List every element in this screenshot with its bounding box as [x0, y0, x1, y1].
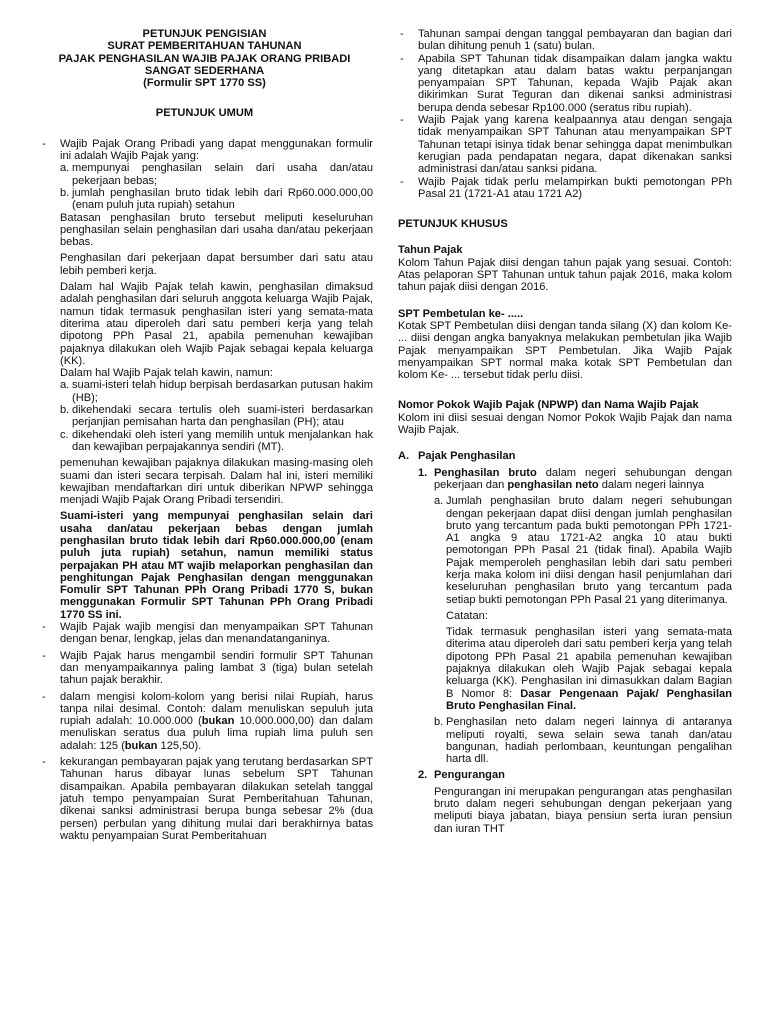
- item-1-label: 1.: [418, 466, 428, 479]
- item-2-label: 2.: [418, 769, 428, 782]
- item-2-title: Pengurangan: [434, 769, 505, 782]
- umum-intro: - Wajib Pajak Orang Pribadi yang dapat menggunakan formulir ini adalah Wajib Pajak yang:: [36, 138, 373, 163]
- paragraph-kawin-namun: Dalam hal Wajib Pajak telah kawin, namun:: [60, 367, 273, 380]
- dash3-text-a: dalam mengisi kolom-kolom yang berisi nilai Rupiah, harus tanpa nilai desimal. Contoh: dalam menuliskan sepuluh juta rupiah adalah: 10.000.000 (: [60, 690, 373, 728]
- item-1-bold-neto: penghasilan neto: [507, 478, 599, 491]
- list-text: mempunyai penghasilan selain dari usaha dan/atau pekerjaan bebas;: [72, 162, 373, 187]
- umum-item-a: [36, 162, 373, 187]
- petunjuk-umum-heading: PETUNJUK UMUM: [155, 107, 254, 120]
- dash4-continued-text: Tahunan sampai dengan tanggal pembayaran dan bagian dari bulan dihitung penuh 1 (satu) bulan.: [418, 28, 732, 53]
- umum-dash-1: - Wajib Pajak wajib mengisi dan menyampaikan SPT Tahunan dengan benar, lengkap, jelas dan menandatanganinya.: [36, 621, 373, 646]
- umum-item-b: [36, 187, 373, 212]
- item-1a-label: a.: [434, 495, 444, 508]
- item-1-text: [434, 467, 732, 492]
- doc-title-line2: SURAT PEMBERITAHUAN TAHUNAN: [107, 40, 302, 53]
- item-1a-text: Jumlah penghasilan bruto dalam negeri sehubungan dengan pekerjaan dapat diisi dengan jumlah penghasilan bruto yang tercantum pada bukti pemotongan PPh 1721-A1 angka 9 atau 1721-A2 angka 10 atau bukti pemotongan PPh Pasal 21 (tidak final). Apabila Wajib Pajak memperoleh penghasilan lebih dari satu pemberi kerja maka kolom ini diisi dengan hasil penjumlahan dari keseluruhan penghasilan bruto yang tercantum pada setiap bukti pemotongan PPh Pasal 21 yang diterimanya.: [446, 495, 732, 606]
- kawin-item-b: [36, 404, 373, 429]
- right-column: [398, 28, 732, 835]
- paragraph-suami-isteri: Suami-isteri yang mempunyai penghasilan selain dari usaha dan/atau pekerjaan bebas dengan jumlah penghasilan bruto tidak lebih dari Rp60.000.000,00 (enam puluh juta rupiah) setahun, namun memiliki status perpajakan PH atau MT wajib melaporkan penghasilan dan penghitungan Pajak Penghasilan dengan menggunakan Fomulir SPT Tahunan PPh Orang Pribadi 1770 S, bukan menggunakan Formulir SPT Tahunan PPh Orang Pribadi 1770 SS ini.: [60, 510, 373, 621]
- npwp-heading: Nomor Pokok Wajib Pajak (NPWP) dan Nama Wajib Pajak: [398, 399, 699, 412]
- item-1-bold-bruto: Penghasilan bruto: [434, 466, 537, 479]
- section-a-label: A.: [398, 450, 410, 463]
- list-text: jumlah penghasilan bruto tidak lebih dari Rp60.000.000,00 (enam puluh juta rupiah) setahun: [72, 186, 373, 212]
- section-a: [398, 450, 732, 462]
- item-2: [398, 769, 732, 781]
- item-1b-label: b.: [434, 716, 444, 729]
- umum-dash-4: - kekurangan pembayaran pajak yang terutang berdasarkan SPT Tahunan harus dibayar lunas sebelum SPT Tahunan disampaikan. Apabila pembayaran dilakukan setelah tanggal jatuh tempo penyampaian Surat Pemberitahuan Tahunan, dikenai sanksi administrasi berupa bunga sebesar 2% (dua persen) perbulan yang dihitung mulai dari berakhirnya batas waktu penyampaian Surat Pemberitahuan: [36, 756, 373, 842]
- item-1b: [398, 716, 732, 765]
- kawin-item-c: [36, 429, 373, 454]
- list-text: dikehendaki secara tertulis oleh suami-isteri berdasarkan perjanjian pemisahan harta dan penghasilan (PH); atau: [72, 404, 373, 429]
- spt-pembetulan-text: Kotak SPT Pembetulan diisi dengan tanda silang (X) dan kolom Ke- ... diisi dengan angka banyaknya melakukan pembetulan jika Wajib Pajak menyampaikan SPT Pembetulan. Jika Wajib Pajak menyampaikan SPT normal maka kotak SPT Pembetulan dan kolom Ke- ... tersebut tidak perlu diisi.: [398, 319, 732, 382]
- doc-title-line4: SANGAT SEDERHANA: [144, 64, 265, 77]
- paragraph-pemenuhan: pemenuhan kewajiban pajaknya dilakukan masing-masing oleh suami dan isteri secara terpisah. Dalam hal ini, isteri memiliki kewajiban mendaftarkan diri untuk diberikan NPWP sehingga menjadi Wajib Pajak Orang Pribadi tersendiri.: [60, 457, 373, 507]
- list-label: b.: [60, 186, 70, 199]
- tahun-pajak-heading: Tahun Pajak: [398, 244, 463, 257]
- paragraph-pekerjaan: Penghasilan dari pekerjaan dapat bersumber dari satu atau lebih pemberi kerja.: [60, 252, 373, 277]
- dash4-continued: [398, 28, 732, 53]
- paragraph-batasan: Batasan penghasilan bruto tersebut meliputi keseluruhan penghasilan selain penghasilan dari usaha dan/atau pekerjaan bebas.: [60, 211, 373, 249]
- spt-pembetulan-heading: SPT Pembetulan ke- .....: [398, 307, 524, 320]
- item-1: [398, 467, 732, 492]
- kawin-item-a: [36, 379, 373, 404]
- catatan-text-bold: Dasar Pengenaan Pajak/ Penghasilan Bruto Penghasilan Final.: [446, 687, 732, 712]
- list-label: a.: [60, 379, 70, 392]
- catatan-text-main: Tidak termasuk penghasilan isteri yang semata-mata diterima atau diperoleh dari satu pemberi kerja yang telah dipotong PPh Pasal 21 apabila pemenuhan kewajiban pajaknya dilakukan oleh Wajib Pajak sebagai kepala keluarga (KK). Penghasilan ini dimasukkan dalam Bagian B Nomor 8:: [446, 626, 732, 700]
- doc-title-line1: PETUNJUK PENGISIAN: [142, 28, 267, 40]
- item-2-text: Pengurangan ini merupakan pengurangan atas penghasilan bruto dalam negeri sehubungan dengan pekerjaan yang meliputi biaya jabatan, biaya pensiun serta iuran pensiun dan iuran THT: [434, 785, 732, 835]
- catatan-label: Catatan:: [446, 609, 488, 622]
- dash3-bukan-2: bukan: [124, 739, 158, 752]
- dash3-bukan-1: bukan: [201, 715, 235, 728]
- umum-dash-3: [36, 691, 373, 752]
- item-1-mid: dalam negeri sehubungan dengan pekerjaan dan: [434, 466, 732, 491]
- petunjuk-khusus-heading: PETUNJUK KHUSUS: [398, 218, 508, 231]
- list-label: b.: [60, 404, 70, 417]
- left-column: [36, 28, 373, 842]
- list-label: a.: [60, 162, 70, 175]
- list-text: dikehendaki oleh isteri yang memilih untuk menjalankan hak dan kewajiban perpajakannya sendiri (MT).: [72, 428, 373, 453]
- umum-dash-2: - Wajib Pajak harus mengambil sendiri formulir SPT Tahunan dan menyampaikannya paling lambat 3 (tiga) bulan setelah tahun pajak berakhir.: [36, 650, 373, 687]
- umum-dash-7: - Wajib Pajak tidak perlu melampirkan bukti pemotongan PPh Pasal 21 (1721-A1 atau 1721 A2): [398, 176, 732, 201]
- dash3-text-c: 10.000.000,00) dan dalam menuliskan seratus dua puluh lima rupiah lima puluh sen adalah: 125 (: [60, 715, 373, 752]
- tahun-pajak-text: Kolom Tahun Pajak diisi dengan tahun pajak yang sesuai. Contoh: Atas pelaporan SPT Tahunan untuk tahun pajak 2016, maka kolom tahun pajak diisi dengan 2016.: [398, 256, 732, 294]
- doc-title-line5: (Formulir SPT 1770 SS): [143, 77, 266, 90]
- item-1-end: dalam negeri lainnya: [598, 478, 705, 491]
- item-1a: [398, 495, 732, 606]
- catatan-text: [398, 626, 732, 712]
- dash3-text-d: 125,50).: [157, 739, 202, 752]
- paragraph-kawin: Dalam hal Wajib Pajak telah kawin, penghasilan dimaksud adalah penghasilan dari seluruh anggota keluarga Wajib Pajak, namun tidak termasuk penghasilan isteri yang semata-mata diterima atau diperoleh dari satu pemberi kerja yang telah dipotong PPh Pasal 21, apabila pemenuhan kewajiban pajaknya dilakukan oleh Wajib Pajak sebagai kepala keluarga (KK).: [60, 281, 373, 367]
- doc-title-line3: PAJAK PENGHASILAN WAJIB PAJAK ORANG PRIBADI: [58, 52, 351, 65]
- npwp-text: Kolom ini diisi sesuai dengan Nomor Pokok Wajib Pajak dan nama Wajib Pajak.: [398, 411, 732, 437]
- section-a-title: Pajak Penghasilan: [418, 450, 516, 463]
- list-label: c.: [60, 428, 69, 441]
- item-1b-text: Penghasilan neto dalam negeri lainnya di antaranya meliputi royalti, sewa selain sewa tanah dan/atau bangunan, hadiah perlombaan, keuntungan pengalihan harta dll.: [446, 716, 732, 766]
- list-text: suami-isteri telah hidup berpisah berdasarkan putusan hakim (HB);: [72, 379, 373, 404]
- umum-dash-6: - Wajib Pajak yang karena kealpaannya atau dengan sengaja tidak menyampaikan SPT Tahunan atau menyampaikan SPT Tahunan tetapi isinya tidak benar sehingga dapat menimbulkan kerugian pada pendapatan negara, dapat dikenakan sanksi administrasi dan/atau sanksi pidana.: [398, 114, 732, 175]
- umum-dash-5: - Apabila SPT Tahunan tidak disampaikan dalam jangka waktu yang ditetapkan atau dalam batas waktu perpanjangan penyampaian SPT Tahunan, kepada Wajib Pajak akan dikirimkan Surat Teguran dan dikenai sanksi administrasi berupa denda sebesar Rp100.000 (seratus ribu rupiah).: [398, 53, 732, 114]
